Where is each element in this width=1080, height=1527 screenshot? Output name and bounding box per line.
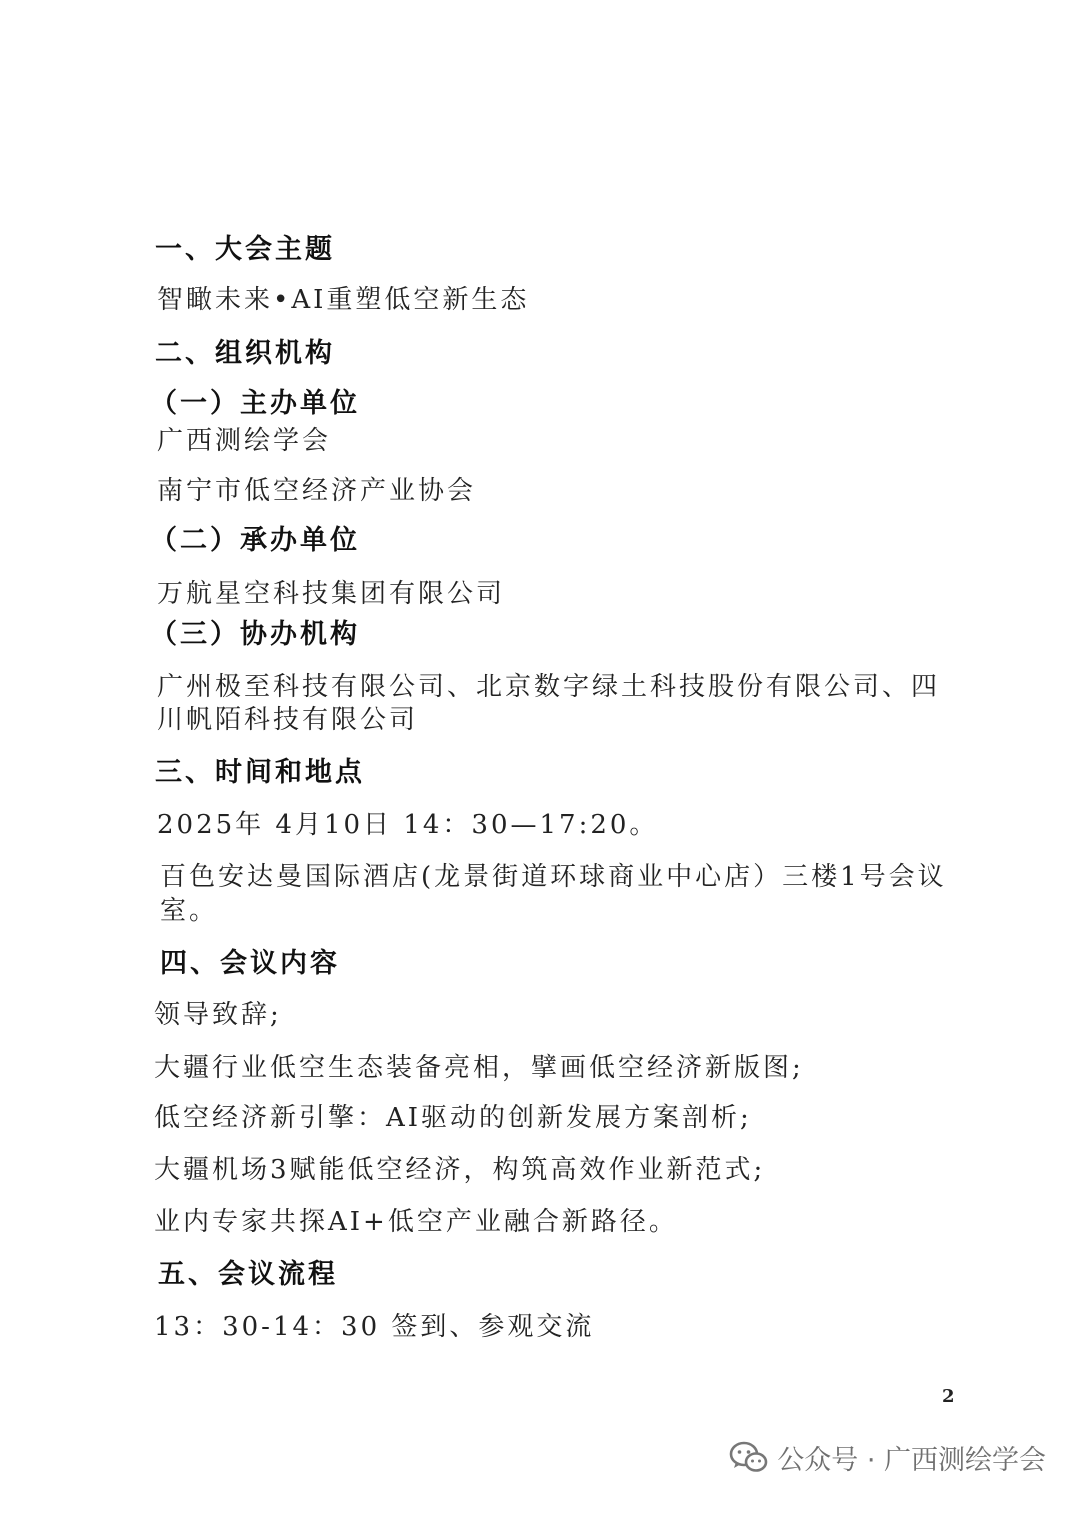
process-row: 13：30-14：30 签到、参观交流 — [154, 1312, 595, 1342]
co-organizer-line-2: 川帆陌科技有限公司 — [157, 705, 419, 735]
watermark — [729, 1438, 1046, 1477]
content-item: 大疆行业低空生态装备亮相，擘画低空经济新版图; — [154, 1053, 804, 1083]
section-heading-process: 五、会议流程 — [158, 1259, 338, 1290]
meeting-time: 2025年 4月10日 14：30—17:20。 — [157, 810, 659, 840]
page-number: 2 — [942, 1386, 955, 1407]
organizer-org-1: 万航星空科技集团有限公司 — [157, 579, 506, 609]
subheading-co-organizer: （三）协办机构 — [150, 619, 360, 650]
watermark-text: 公众号 · 广西测绘学会 — [777, 1445, 1046, 1476]
subheading-organizer: （二）承办单位 — [150, 525, 360, 556]
content-item: 领导致辞; — [154, 1000, 282, 1030]
meeting-place-line-1: 百色安达曼国际酒店(龙景街道环球商业中心店）三楼1号会议 — [160, 862, 947, 892]
subheading-host: （一）主办单位 — [150, 388, 360, 419]
section-heading-theme: 一、大会主题 — [155, 234, 335, 265]
section-heading-time-place: 三、时间和地点 — [155, 757, 365, 788]
content-item: 业内专家共探AI+低空产业融合新路径。 — [154, 1207, 678, 1237]
wechat-icon — [729, 1441, 769, 1475]
section-heading-organization: 二、组织机构 — [155, 338, 335, 369]
content-item: 低空经济新引擎：AI驱动的创新发展方案剖析; — [154, 1103, 752, 1133]
co-organizer-line-1: 广州极至科技有限公司、北京数字绿土科技股份有限公司、四 — [157, 672, 941, 702]
meeting-place-line-2: 室。 — [160, 896, 219, 926]
section-heading-content: 四、会议内容 — [160, 948, 340, 979]
content-item: 大疆机场3赋能低空经济，构筑高效作业新范式; — [154, 1155, 766, 1185]
host-org-2: 南宁市低空经济产业协会 — [157, 476, 477, 506]
host-org-1: 广西测绘学会 — [157, 426, 332, 456]
theme-text: 智瞰未来•AI重塑低空新生态 — [157, 285, 530, 315]
